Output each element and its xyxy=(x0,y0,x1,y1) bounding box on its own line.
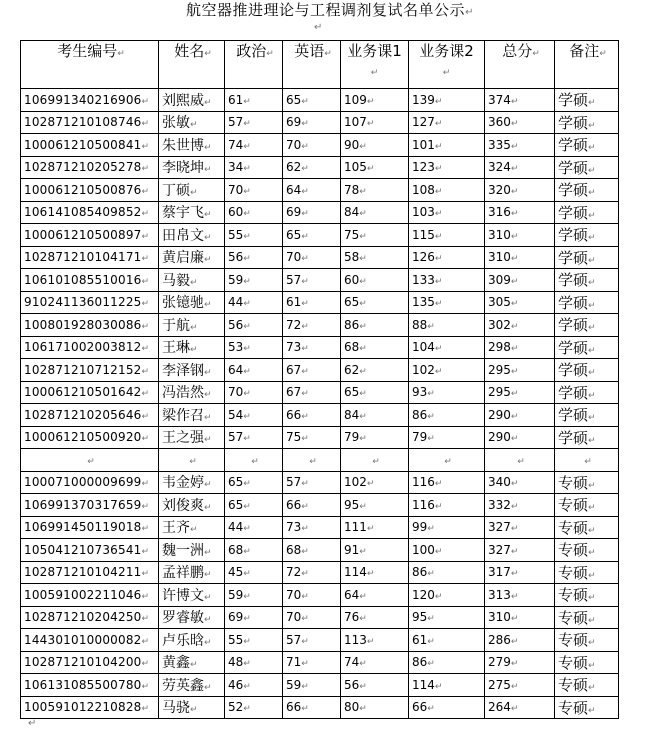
table-row xyxy=(21,584,619,607)
table-cell-politics: 64↵ xyxy=(225,359,283,382)
table-cell-course2: 101↵ xyxy=(409,134,485,157)
table-cell-english: 75↵ xyxy=(283,426,341,449)
table-cell-total: 316↵ xyxy=(485,201,555,224)
table-cell-total: 317↵ xyxy=(485,561,555,584)
table-cell-note: 学硕↵ xyxy=(555,246,619,269)
table-cell-course1: 74↵ xyxy=(341,651,409,674)
table-cell-course1: 80↵ xyxy=(341,696,409,719)
table-cell-total: 324↵ xyxy=(485,156,555,179)
table-cell-name: 卢乐晗↵ xyxy=(159,629,225,652)
paragraph-mark: ↵ xyxy=(28,718,37,729)
table-cell-note: 学硕↵ xyxy=(555,359,619,382)
table-cell-english: 73↵ xyxy=(283,516,341,539)
table-cell-english: 65↵ xyxy=(283,224,341,247)
table-row xyxy=(21,629,619,652)
table-cell-note: 学硕↵ xyxy=(555,134,619,157)
table-cell-course2: 61↵ xyxy=(409,629,485,652)
table-cell-name: 王之强↵ xyxy=(159,426,225,449)
table-cell-total: 295↵ xyxy=(485,359,555,382)
table-cell-note: 专硕↵ xyxy=(555,471,619,494)
table-cell-total: 275↵ xyxy=(485,674,555,697)
table-cell-english: 72↵ xyxy=(283,314,341,337)
table-cell-name: 于航↵ xyxy=(159,314,225,337)
table-cell-english: 62↵ xyxy=(283,156,341,179)
table-row xyxy=(21,516,619,539)
table-cell-name: 蔡宇飞↵ xyxy=(159,201,225,224)
table-cell-course2: 86↵ xyxy=(409,404,485,427)
table-cell-id: 102871210108746↵ xyxy=(21,111,159,134)
table-cell-name: 田帛文↵ xyxy=(159,224,225,247)
table-cell-id: 105041210736541↵ xyxy=(21,539,159,562)
table-cell-course2: 99↵ xyxy=(409,516,485,539)
table-cell-course1: 62↵ xyxy=(341,359,409,382)
table-cell-course1: 114↵ xyxy=(341,561,409,584)
table-cell-note: 专硕↵ xyxy=(555,651,619,674)
table-cell-course1: 64↵ xyxy=(341,584,409,607)
table-row xyxy=(21,224,619,247)
table-row xyxy=(21,381,619,404)
table-cell-note: 学硕↵ xyxy=(555,201,619,224)
table-cell-politics: 52↵ xyxy=(225,696,283,719)
table-cell-politics: 45↵ xyxy=(225,561,283,584)
table-cell-politics: 44↵ xyxy=(225,516,283,539)
table-cell-course1: 91↵ xyxy=(341,539,409,562)
table-cell-english: 66↵ xyxy=(283,494,341,517)
table-cell-name: 刘俊爽↵ xyxy=(159,494,225,517)
table-cell-english: 66↵ xyxy=(283,404,341,427)
table-cell-course2: 95↵ xyxy=(409,606,485,629)
table-row xyxy=(21,179,619,202)
table-cell-name: 冯浩然↵ xyxy=(159,381,225,404)
table-cell-id: 100591002211046↵ xyxy=(21,584,159,607)
empty-cell: ↵ xyxy=(409,449,485,472)
table-cell-politics: 60↵ xyxy=(225,201,283,224)
table-cell-id: 100061210500920↵ xyxy=(21,426,159,449)
table-row xyxy=(21,426,619,449)
paragraph-mark: ↵ xyxy=(314,22,323,33)
table-cell-course1: 95↵ xyxy=(341,494,409,517)
table-cell-total: 298↵ xyxy=(485,336,555,359)
table-cell-note: 专硕↵ xyxy=(555,696,619,719)
table-cell-politics: 55↵ xyxy=(225,224,283,247)
table-cell-note: 专硕↵ xyxy=(555,516,619,539)
candidate-table xyxy=(20,40,619,719)
table-cell-total: 279↵ xyxy=(485,651,555,674)
table-cell-total: 305↵ xyxy=(485,291,555,314)
table-cell-english: 57↵ xyxy=(283,471,341,494)
table-row xyxy=(21,651,619,674)
table-row xyxy=(21,696,619,719)
table-cell-note: 学硕↵ xyxy=(555,224,619,247)
table-cell-course2: 120↵ xyxy=(409,584,485,607)
table-cell-id: 144301010000082↵ xyxy=(21,629,159,652)
table-cell-politics: 46↵ xyxy=(225,674,283,697)
table-cell-id: 106991340216906↵ xyxy=(21,89,159,112)
table-cell-course2: 123↵ xyxy=(409,156,485,179)
table-cell-total: 313↵ xyxy=(485,584,555,607)
table-cell-name: 黄启廉↵ xyxy=(159,246,225,269)
table-cell-total: 340↵ xyxy=(485,471,555,494)
table-cell-politics: 56↵ xyxy=(225,246,283,269)
table-cell-total: 310↵ xyxy=(485,606,555,629)
empty-cell: ↵ xyxy=(159,449,225,472)
table-cell-politics: 59↵ xyxy=(225,584,283,607)
empty-cell: ↵ xyxy=(485,449,555,472)
table-row xyxy=(21,606,619,629)
table-cell-note: 专硕↵ xyxy=(555,539,619,562)
table-cell-id: 100061210500841↵ xyxy=(21,134,159,157)
table-cell-course1: 107↵ xyxy=(341,111,409,134)
table-cell-english: 57↵ xyxy=(283,269,341,292)
table-cell-note: 学硕↵ xyxy=(555,111,619,134)
table-cell-course1: 65↵ xyxy=(341,291,409,314)
table-cell-id: 102871210104171↵ xyxy=(21,246,159,269)
table-cell-course2: 86↵ xyxy=(409,561,485,584)
table-cell-name: 朱世博↵ xyxy=(159,134,225,157)
table-cell-politics: 61↵ xyxy=(225,89,283,112)
table-cell-id: 106131085500780↵ xyxy=(21,674,159,697)
table-cell-total: 327↵ xyxy=(485,516,555,539)
table-cell-note: 专硕↵ xyxy=(555,629,619,652)
table-cell-english: 67↵ xyxy=(283,381,341,404)
table-cell-english: 73↵ xyxy=(283,336,341,359)
table-cell-course2: 139↵ xyxy=(409,89,485,112)
table-cell-politics: 65↵ xyxy=(225,494,283,517)
table-cell-course2: 66↵ xyxy=(409,696,485,719)
table-cell-total: 360↵ xyxy=(485,111,555,134)
table-cell-id: 106991450119018↵ xyxy=(21,516,159,539)
table-cell-politics: 56↵ xyxy=(225,314,283,337)
table-cell-note: 学硕↵ xyxy=(555,89,619,112)
table-cell-course2: 103↵ xyxy=(409,201,485,224)
table-cell-note: 专硕↵ xyxy=(555,674,619,697)
table-cell-id: 102871210104211↵ xyxy=(21,561,159,584)
document-title xyxy=(0,0,660,23)
table-cell-id: 100061210500897↵ xyxy=(21,224,159,247)
table-cell-name: 劳英鑫↵ xyxy=(159,674,225,697)
table-cell-politics: 57↵ xyxy=(225,111,283,134)
table-cell-politics: 44↵ xyxy=(225,291,283,314)
empty-cell: ↵ xyxy=(555,449,619,472)
table-cell-course1: 56↵ xyxy=(341,674,409,697)
table-cell-politics: 53↵ xyxy=(225,336,283,359)
table-cell-english: 69↵ xyxy=(283,201,341,224)
table-cell-total: 264↵ xyxy=(485,696,555,719)
table-row xyxy=(21,359,619,382)
table-cell-english: 59↵ xyxy=(283,674,341,697)
table-cell-english: 70↵ xyxy=(283,134,341,157)
table-cell-total: 327↵ xyxy=(485,539,555,562)
table-cell-course2: 100↵ xyxy=(409,539,485,562)
table-cell-note: 学硕↵ xyxy=(555,314,619,337)
table-cell-english: 64↵ xyxy=(283,179,341,202)
table-cell-name: 梁作召↵ xyxy=(159,404,225,427)
table-cell-name: 马毅↵ xyxy=(159,269,225,292)
header-cell: 备注↵ xyxy=(555,41,619,89)
table-cell-total: 310↵ xyxy=(485,246,555,269)
table-cell-course2: 102↵ xyxy=(409,359,485,382)
table-cell-id: 102871210205278↵ xyxy=(21,156,159,179)
table-cell-total: 286↵ xyxy=(485,629,555,652)
table-cell-note: 学硕↵ xyxy=(555,336,619,359)
table-cell-id: 102871210204250↵ xyxy=(21,606,159,629)
table-cell-id: 106991370317659↵ xyxy=(21,494,159,517)
table-cell-name: 孟祥鹏↵ xyxy=(159,561,225,584)
header-cell: 考生编号↵ xyxy=(21,41,159,89)
table-cell-course1: 76↵ xyxy=(341,606,409,629)
header-cell: 政治↵ xyxy=(225,41,283,89)
table-row xyxy=(21,561,619,584)
header-row xyxy=(21,41,619,89)
table-row xyxy=(21,89,619,112)
table-cell-course2: 108↵ xyxy=(409,179,485,202)
table-cell-english: 67↵ xyxy=(283,359,341,382)
table-cell-english: 72↵ xyxy=(283,561,341,584)
table-cell-name: 李晓坤↵ xyxy=(159,156,225,179)
table-row xyxy=(21,494,619,517)
table-cell-total: 310↵ xyxy=(485,224,555,247)
table-cell-politics: 59↵ xyxy=(225,269,283,292)
table-row xyxy=(21,674,619,697)
table-cell-note: 专硕↵ xyxy=(555,494,619,517)
paragraph-mark: ↵ xyxy=(465,7,474,18)
table-cell-course1: 113↵ xyxy=(341,629,409,652)
empty-cell: ↵ xyxy=(283,449,341,472)
table-cell-course2: 127↵ xyxy=(409,111,485,134)
table-cell-id: 106141085409852↵ xyxy=(21,201,159,224)
table-cell-name: 丁硕↵ xyxy=(159,179,225,202)
table-cell-name: 王齐↵ xyxy=(159,516,225,539)
table-cell-course2: 133↵ xyxy=(409,269,485,292)
table-cell-politics: 69↵ xyxy=(225,606,283,629)
table-cell-course2: 79↵ xyxy=(409,426,485,449)
table-cell-note: 专硕↵ xyxy=(555,584,619,607)
header-cell: 英语↵ xyxy=(283,41,341,89)
table-cell-english: 65↵ xyxy=(283,89,341,112)
table-cell-total: 290↵ xyxy=(485,404,555,427)
table-cell-total: 302↵ xyxy=(485,314,555,337)
table-cell-id: 100061210501642↵ xyxy=(21,381,159,404)
table-cell-note: 学硕↵ xyxy=(555,404,619,427)
table-cell-id: 106101085510016↵ xyxy=(21,269,159,292)
table-cell-english: 57↵ xyxy=(283,629,341,652)
table-cell-name: 张镱驰↵ xyxy=(159,291,225,314)
table-cell-note: 专硕↵ xyxy=(555,561,619,584)
table-row xyxy=(21,134,619,157)
table-row xyxy=(21,246,619,269)
table-cell-total: 332↵ xyxy=(485,494,555,517)
table-cell-politics: 70↵ xyxy=(225,179,283,202)
table-cell-course2: 126↵ xyxy=(409,246,485,269)
table-cell-course1: 105↵ xyxy=(341,156,409,179)
table-cell-course2: 93↵ xyxy=(409,381,485,404)
table-cell-course2: 115↵ xyxy=(409,224,485,247)
table-cell-note: 学硕↵ xyxy=(555,381,619,404)
table-cell-politics: 74↵ xyxy=(225,134,283,157)
table-row xyxy=(21,201,619,224)
separator-row xyxy=(21,449,619,472)
table-cell-politics: 34↵ xyxy=(225,156,283,179)
table-cell-politics: 68↵ xyxy=(225,539,283,562)
table-cell-english: 70↵ xyxy=(283,246,341,269)
table-cell-name: 李泽钢↵ xyxy=(159,359,225,382)
table-cell-name: 刘熙威↵ xyxy=(159,89,225,112)
table-cell-name: 张敏↵ xyxy=(159,111,225,134)
table-cell-note: 学硕↵ xyxy=(555,426,619,449)
table-cell-course2: 104↵ xyxy=(409,336,485,359)
header-cell: 总分↵ xyxy=(485,41,555,89)
table-cell-note: 学硕↵ xyxy=(555,156,619,179)
table-row xyxy=(21,156,619,179)
header-cell: 姓名↵ xyxy=(159,41,225,89)
table-row xyxy=(21,291,619,314)
table-cell-course2: 135↵ xyxy=(409,291,485,314)
table-cell-id: 100061210500876↵ xyxy=(21,179,159,202)
table-cell-course1: 86↵ xyxy=(341,314,409,337)
table-cell-total: 374↵ xyxy=(485,89,555,112)
table-cell-total: 320↵ xyxy=(485,179,555,202)
table-cell-course2: 86↵ xyxy=(409,651,485,674)
table-cell-id: 102871210205646↵ xyxy=(21,404,159,427)
table-cell-course1: 84↵ xyxy=(341,404,409,427)
table-cell-name: 黄鑫↵ xyxy=(159,651,225,674)
table-cell-english: 68↵ xyxy=(283,539,341,562)
table-cell-note: 学硕↵ xyxy=(555,179,619,202)
table-cell-total: 295↵ xyxy=(485,381,555,404)
table-cell-politics: 70↵ xyxy=(225,381,283,404)
table-row xyxy=(21,111,619,134)
table-cell-course1: 65↵ xyxy=(341,381,409,404)
table-cell-total: 290↵ xyxy=(485,426,555,449)
table-cell-note: 学硕↵ xyxy=(555,269,619,292)
table-cell-course2: 116↵ xyxy=(409,471,485,494)
title-text: 航空器推进理论与工程调剂复试名单公示 xyxy=(186,1,466,19)
table-cell-course2: 114↵ xyxy=(409,674,485,697)
table-cell-course2: 88↵ xyxy=(409,314,485,337)
table-cell-note: 专硕↵ xyxy=(555,606,619,629)
header-cell: 业务课1↵ xyxy=(341,41,409,89)
table-cell-id: 100801928030086↵ xyxy=(21,314,159,337)
table-cell-name: 马骁↵ xyxy=(159,696,225,719)
table-cell-politics: 65↵ xyxy=(225,471,283,494)
empty-cell: ↵ xyxy=(225,449,283,472)
table-row xyxy=(21,269,619,292)
table-cell-name: 罗睿敏↵ xyxy=(159,606,225,629)
table-cell-english: 70↵ xyxy=(283,606,341,629)
table-cell-course1: 68↵ xyxy=(341,336,409,359)
table-cell-politics: 48↵ xyxy=(225,651,283,674)
table-cell-course1: 111↵ xyxy=(341,516,409,539)
table-cell-total: 309↵ xyxy=(485,269,555,292)
table-cell-politics: 55↵ xyxy=(225,629,283,652)
table-cell-english: 71↵ xyxy=(283,651,341,674)
table-row xyxy=(21,336,619,359)
table-cell-english: 69↵ xyxy=(283,111,341,134)
table-row xyxy=(21,314,619,337)
table-cell-id: 102871210712152↵ xyxy=(21,359,159,382)
table-cell-name: 许博文↵ xyxy=(159,584,225,607)
table-cell-english: 61↵ xyxy=(283,291,341,314)
table-cell-name: 王琳↵ xyxy=(159,336,225,359)
empty-cell: ↵ xyxy=(21,449,159,472)
table-row xyxy=(21,404,619,427)
table-cell-course1: 79↵ xyxy=(341,426,409,449)
table-cell-english: 66↵ xyxy=(283,696,341,719)
table-cell-course1: 58↵ xyxy=(341,246,409,269)
table-row xyxy=(21,539,619,562)
table-cell-course1: 90↵ xyxy=(341,134,409,157)
table-cell-course1: 102↵ xyxy=(341,471,409,494)
table-cell-course1: 75↵ xyxy=(341,224,409,247)
table-cell-id: 100071000009699↵ xyxy=(21,471,159,494)
table-cell-course1: 60↵ xyxy=(341,269,409,292)
table-cell-course1: 78↵ xyxy=(341,179,409,202)
table-cell-politics: 54↵ xyxy=(225,404,283,427)
table-cell-course1: 84↵ xyxy=(341,201,409,224)
table-cell-name: 韦金婷↵ xyxy=(159,471,225,494)
table-cell-id: 102871210104200↵ xyxy=(21,651,159,674)
header-cell: 业务课2↵ xyxy=(409,41,485,89)
table-cell-id: 100591012210828↵ xyxy=(21,696,159,719)
empty-cell: ↵ xyxy=(341,449,409,472)
table-cell-id: 910241136011225↵ xyxy=(21,291,159,314)
table-cell-course1: 109↵ xyxy=(341,89,409,112)
table-row xyxy=(21,471,619,494)
table-cell-course2: 116↵ xyxy=(409,494,485,517)
table-cell-name: 魏一洲↵ xyxy=(159,539,225,562)
table-cell-english: 70↵ xyxy=(283,584,341,607)
table-cell-id: 106171002003812↵ xyxy=(21,336,159,359)
table-cell-total: 335↵ xyxy=(485,134,555,157)
table-cell-politics: 57↵ xyxy=(225,426,283,449)
table-cell-note: 学硕↵ xyxy=(555,291,619,314)
